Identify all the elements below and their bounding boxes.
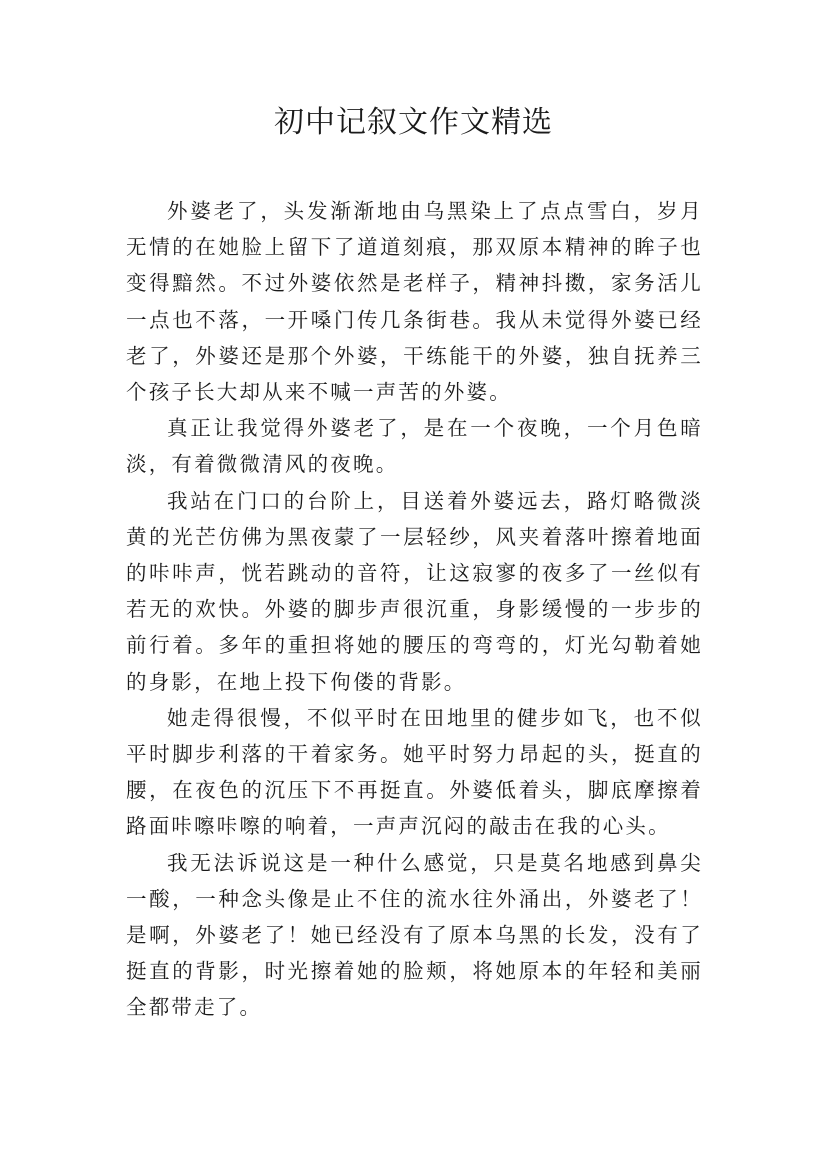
paragraph: 她走得很慢，不似平时在田地里的健步如飞，也不似平时脚步利落的干着家务。她平时努力昂起的头，挺直的腰，在夜色的沉压下不再挺直。外婆低着头，脚底摩擦着路面咔嚓咔嚓的响着，一声声沉闷的敲击在我的心头。 [126,705,703,839]
paragraph: 真正让我觉得外婆老了，是在一个夜晚，一个月色暗淡，有着微微清风的夜晚。 [126,416,703,477]
document-body [126,193,703,1026]
document-title: 初中记叙文作文精选 [274,105,553,140]
paragraph: 我站在门口的台阶上，目送着外婆远去，路灯略微淡黄的光芒仿佛为黑夜蒙了一层轻纱，风夹着落叶擦着地面的咔咔声，恍若跳动的音符，让这寂寥的夜多了一丝似有若无的欢快。外婆的脚步声很沉重，身影缓慢的一步步的前行着。多年的重担将她的腰压的弯弯的，灯光勾勒着她的身影，在地上投下佝偻的背影。 [126,488,703,694]
paragraph: 我无法诉说这是一种什么感觉，只是莫名地感到鼻尖一酸，一种念头像是止不住的流水往外涌出，外婆老了！是啊，外婆老了！她已经没有了原本乌黑的长发，没有了挺直的背影，时光擦着她的脸颊，将她原本的年轻和美丽全都带走了。 [126,850,703,1020]
paragraph: 外婆老了，头发渐渐地由乌黑染上了点点雪白，岁月无情的在她脸上留下了道道刻痕，那双原本精神的眸子也变得黯然。不过外婆依然是老样子，精神抖擞，家务活儿一点也不落，一开嗓门传几条街巷。我从未觉得外婆已经老了，外婆还是那个外婆，干练能干的外婆，独自抚养三个孩子长大却从来不喊一声苦的外婆。 [126,199,703,405]
